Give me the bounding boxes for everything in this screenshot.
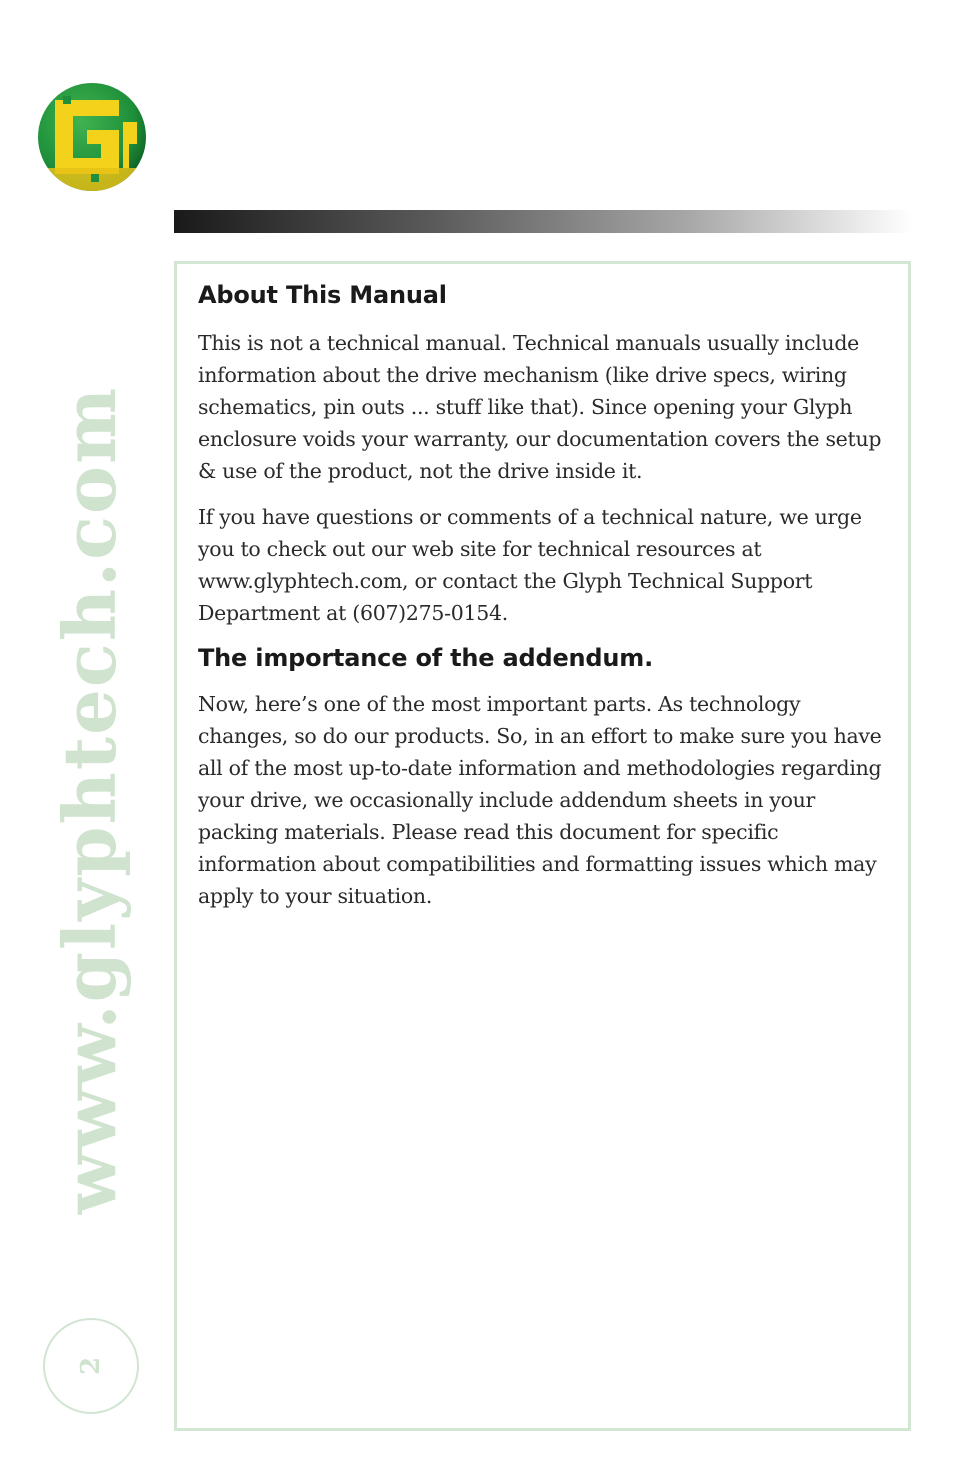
- header-gradient-bar: [174, 210, 912, 233]
- page-number-circle: [43, 1318, 139, 1414]
- content-box: [174, 261, 911, 1431]
- glyph-logo-icon: [37, 82, 147, 192]
- paragraph-about-2: If you have questions or comments of a technical nature, we urge you to check out our web site for technical resources at www.glyphtech.com, or contact the Glyph Technical Support Department at (607)275-0154.: [198, 505, 862, 626]
- paragraph-about-1: This is not a technical manual. Technical manuals usually include information about the drive mechanism (like drive specs, wiring schematics, pin outs ... stuff like that). Since opening your Glyph enclosure voids your warranty, our documentation covers the setup & use of the product, not the drive inside it.: [198, 331, 882, 484]
- page-number: 2: [76, 1356, 106, 1376]
- side-url-text: www.glyphtech.com: [47, 385, 132, 1215]
- content-body: [198, 280, 888, 926]
- paragraph-addendum-1: Now, here’s one of the most important parts. As technology changes, so do our products. So, in an effort to make sure you have all of the most up-to-date information and methodologies regarding your drive, we occasionally include addendum sheets in your packing materials. Please read this document for specific information about compatibilities and formatting issues which may apply to your situation.: [198, 692, 882, 909]
- section-heading-addendum: The importance of the addendum.: [198, 644, 654, 673]
- section-heading-about: About This Manual: [198, 281, 447, 309]
